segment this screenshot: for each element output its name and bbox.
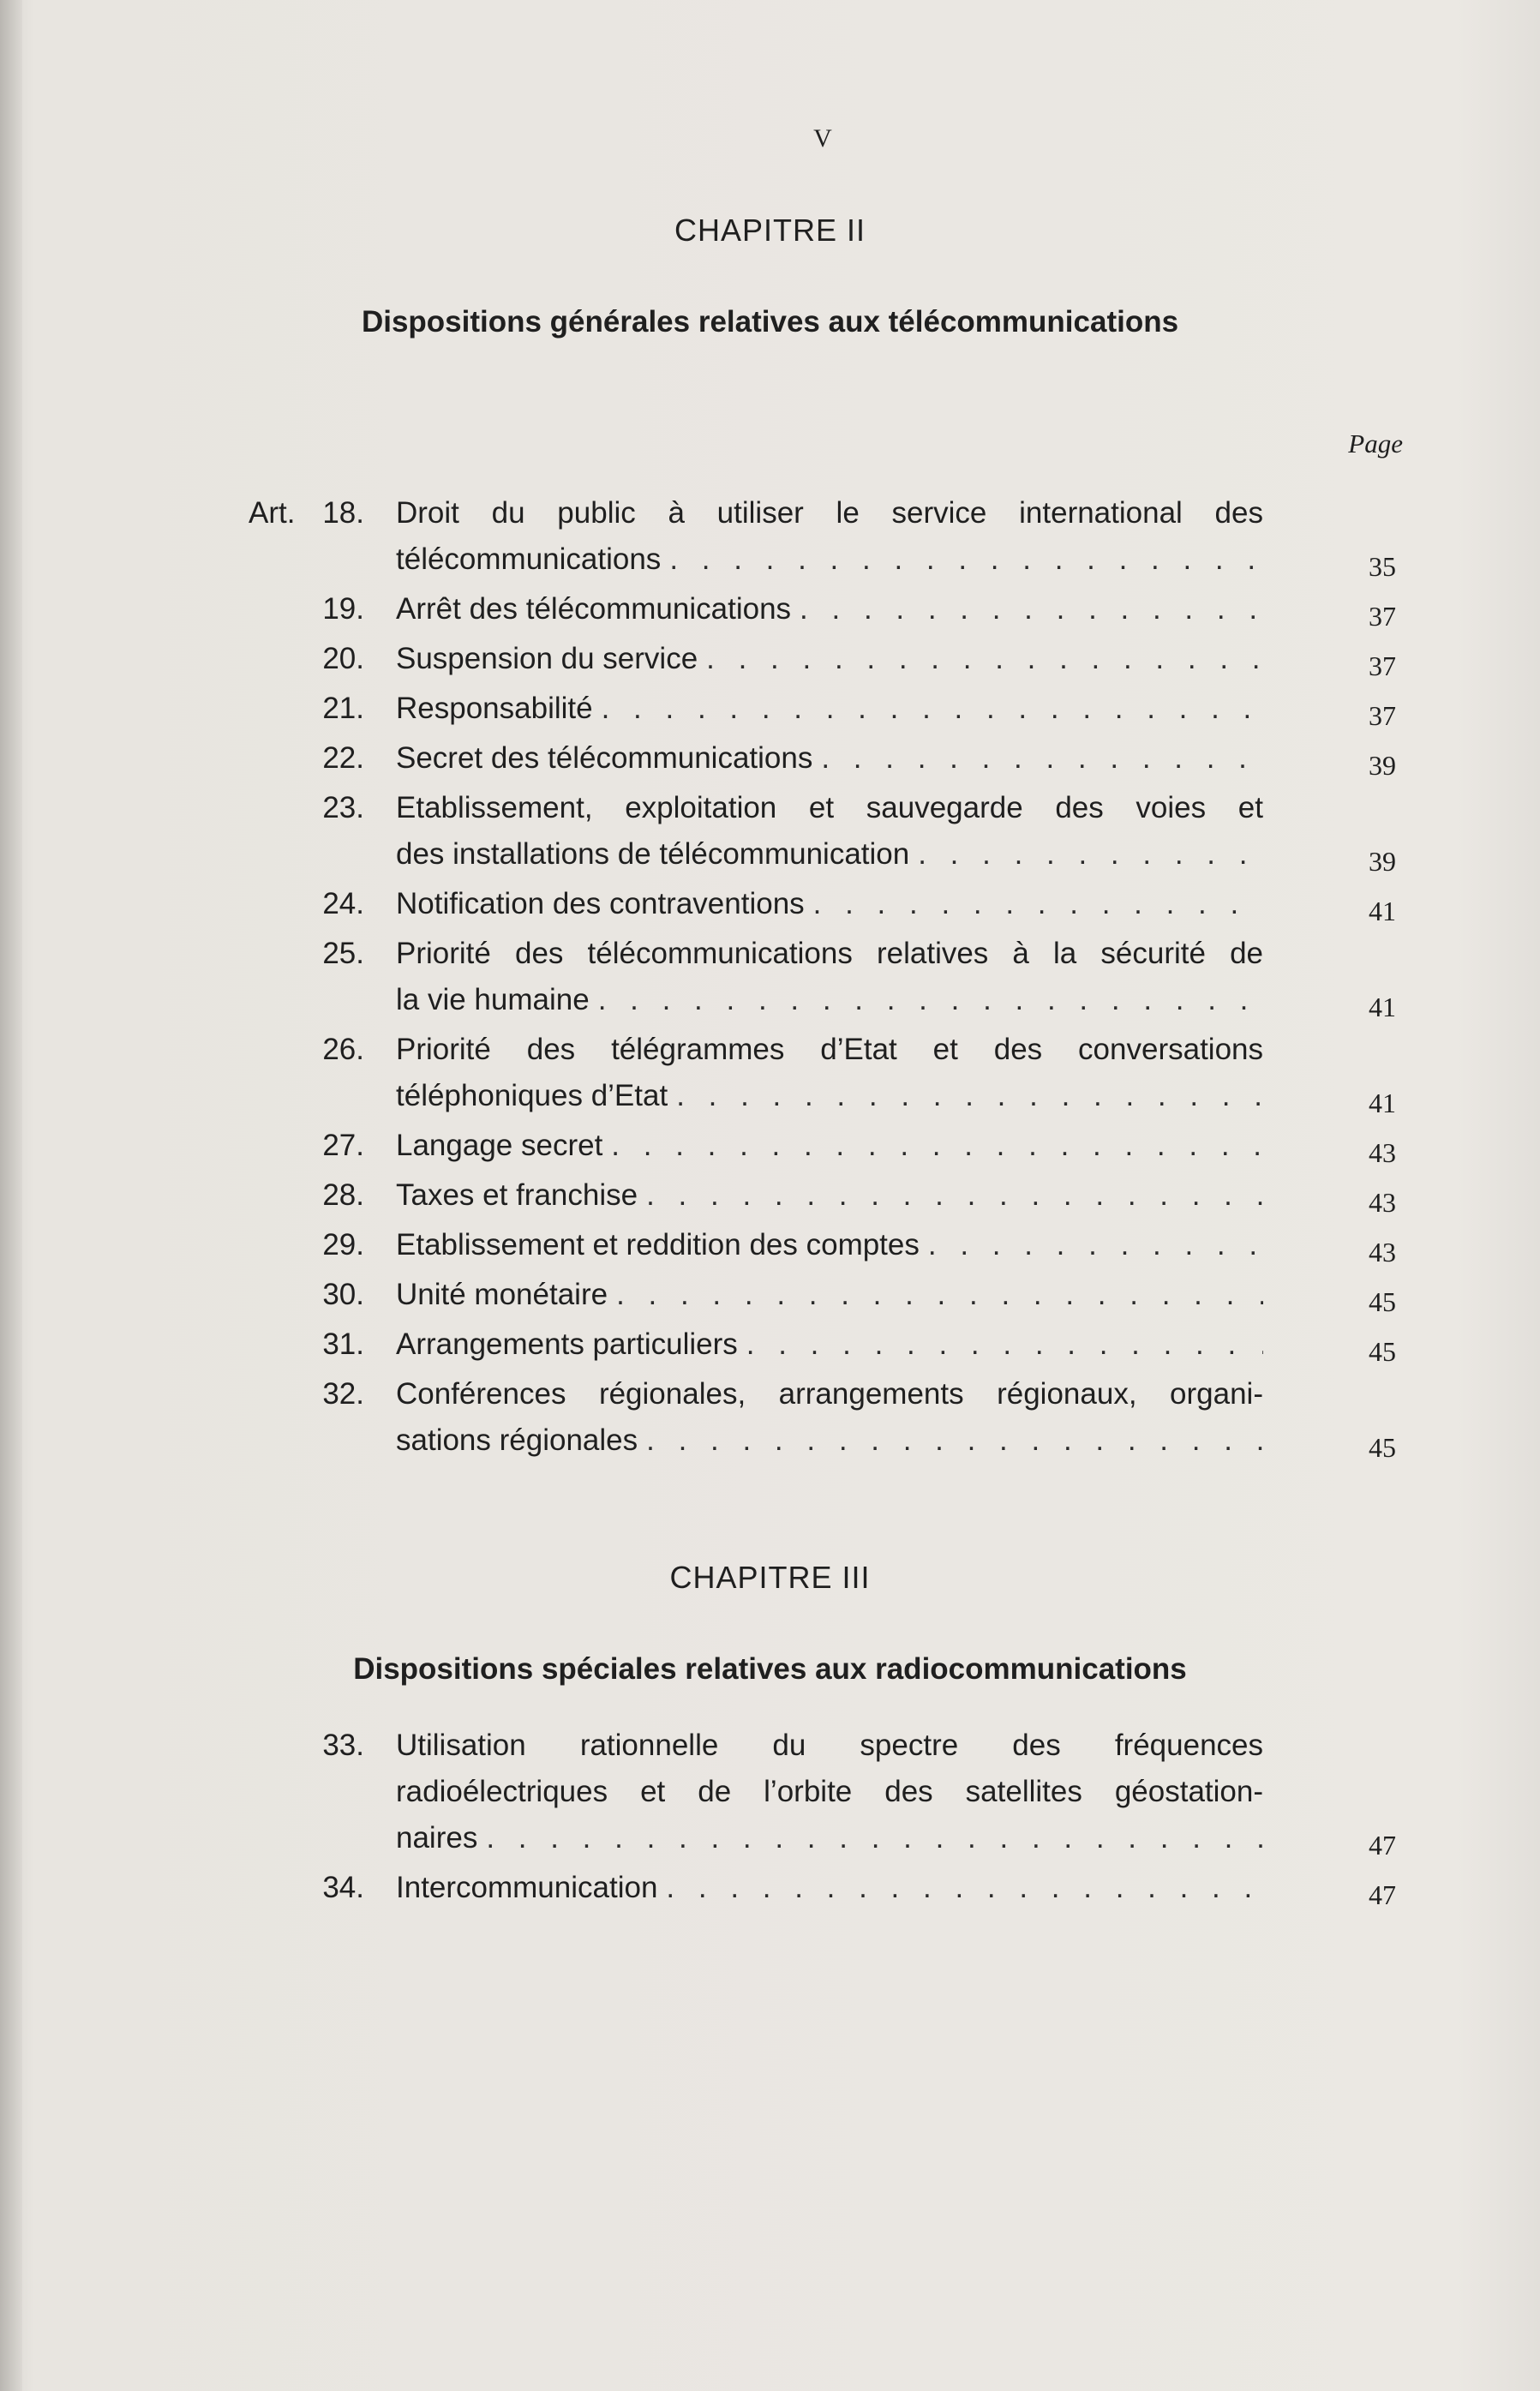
entry-title-text: la vie humaine — [396, 983, 590, 1016]
article-number: 20. — [322, 642, 364, 675]
toc-entry — [0, 490, 1540, 583]
toc-entry — [0, 1222, 1540, 1268]
entry-title-text: téléphoniques d’Etat — [396, 1079, 668, 1112]
toc-entry — [0, 881, 1540, 927]
page-number: 43 — [1369, 1237, 1396, 1267]
dot-leader — [666, 1865, 1263, 1911]
chapter-3-title: Dispositions spéciales relatives aux radiocommunications — [353, 1652, 1187, 1686]
toc-entry — [0, 1123, 1540, 1169]
entry-title-text: Langage secret — [396, 1129, 603, 1162]
article-number: 25. — [322, 937, 364, 970]
entry-title-text: Unité monétaire — [396, 1278, 608, 1311]
page-number: 37 — [1369, 700, 1396, 731]
dot-leader — [928, 1222, 1263, 1268]
entry-title-line: Droit du public à utiliser le service international des — [396, 496, 1263, 530]
toc-entry — [0, 1027, 1540, 1119]
entry-title-text: naires — [396, 1821, 478, 1855]
dot-leader — [746, 1321, 1263, 1368]
article-number: 28. — [322, 1178, 364, 1212]
article-number: 33. — [322, 1729, 364, 1762]
article-number: 22. — [322, 741, 364, 775]
article-number: 26. — [322, 1033, 364, 1066]
article-number: 27. — [322, 1129, 364, 1162]
article-number: 21. — [322, 692, 364, 725]
entry-title-last-line — [396, 1417, 1263, 1464]
chapter-2-heading: CHAPITRE II — [674, 213, 866, 248]
page-number: 45 — [1369, 1286, 1396, 1317]
dot-leader — [611, 1123, 1263, 1169]
toc-entry — [0, 1865, 1540, 1911]
toc-entry — [0, 735, 1540, 782]
entry-title-line: Priorité des télégrammes d’Etat et des conversations — [396, 1033, 1263, 1066]
article-number: 19. — [322, 592, 364, 626]
entry-title-last-line — [396, 1222, 1263, 1268]
toc-entry — [0, 586, 1540, 632]
toc-entry — [0, 1272, 1540, 1318]
entry-title-last-line — [396, 1073, 1263, 1119]
toc-entry — [0, 931, 1540, 1023]
entry-title-line: Conférences régionales, arrangements régionaux, organi- — [396, 1377, 1263, 1411]
page-number: 47 — [1369, 1830, 1396, 1861]
chapter-3-heading: CHAPITRE III — [669, 1560, 871, 1595]
entry-title-last-line — [396, 1815, 1263, 1861]
article-number: 32. — [322, 1377, 364, 1411]
toc-entry — [0, 1723, 1540, 1861]
article-number: 30. — [322, 1278, 364, 1311]
page-number: 39 — [1369, 750, 1396, 781]
dot-leader — [706, 636, 1263, 682]
page-number: 43 — [1369, 1137, 1396, 1168]
dot-leader — [813, 881, 1263, 927]
entry-title-last-line — [396, 1321, 1263, 1368]
entry-title-text: Suspension du service — [396, 642, 698, 675]
article-number: 34. — [322, 1871, 364, 1904]
entry-title-last-line — [396, 636, 1263, 682]
dot-leader — [602, 686, 1263, 732]
page-number: 37 — [1369, 601, 1396, 632]
page-number: 41 — [1369, 1088, 1396, 1118]
page-number: 45 — [1369, 1336, 1396, 1367]
entry-title-line: Utilisation rationnelle du spectre des fréquences — [396, 1729, 1263, 1762]
page-folio: V — [813, 124, 832, 153]
entry-title-text: Notification des contraventions — [396, 887, 805, 920]
article-prefix: Art. — [249, 496, 296, 530]
page-number: 47 — [1369, 1879, 1396, 1910]
entry-title-last-line — [396, 1865, 1263, 1911]
dot-leader — [676, 1073, 1263, 1119]
entry-title-last-line — [396, 586, 1263, 632]
page-column-label: Page — [1348, 428, 1403, 458]
dot-leader — [669, 536, 1263, 583]
article-number: 18. — [322, 496, 364, 530]
page-number: 37 — [1369, 650, 1396, 681]
dot-leader — [616, 1272, 1263, 1318]
article-number: 23. — [322, 791, 364, 824]
article-number: 24. — [322, 887, 364, 920]
toc-entry — [0, 1172, 1540, 1219]
chapter-2-title: Dispositions générales relatives aux télécommunications — [361, 305, 1179, 339]
dot-leader — [486, 1815, 1263, 1861]
article-number: 29. — [322, 1228, 364, 1261]
page-number: 35 — [1369, 551, 1396, 582]
entry-title-last-line — [396, 831, 1263, 878]
entry-title-text: Responsabilité — [396, 692, 593, 725]
toc-entry — [0, 785, 1540, 878]
entry-title-text: Taxes et franchise — [396, 1178, 638, 1212]
entry-title-last-line — [396, 735, 1263, 782]
entry-title-last-line — [396, 881, 1263, 927]
dot-leader — [598, 977, 1263, 1023]
toc-entry — [0, 1321, 1540, 1368]
entry-title-text: des installations de télécommunication — [396, 837, 910, 871]
entry-title-text: Arrangements particuliers — [396, 1327, 738, 1361]
page-number: 39 — [1369, 846, 1396, 877]
entry-title-last-line — [396, 536, 1263, 583]
article-number: 31. — [322, 1327, 364, 1361]
entry-title-last-line — [396, 686, 1263, 732]
entry-title-line: Etablissement, exploitation et sauvegarde des voies et — [396, 791, 1263, 824]
dot-leader — [918, 831, 1263, 878]
dot-leader — [646, 1172, 1263, 1219]
page-number: 41 — [1369, 896, 1396, 926]
entry-title-text: Intercommunication — [396, 1871, 658, 1904]
page-number: 43 — [1369, 1187, 1396, 1218]
entry-title-last-line — [396, 1123, 1263, 1169]
entry-title-text: télécommunications — [396, 542, 662, 576]
entry-title-text: sations régionales — [396, 1423, 638, 1457]
entry-title-text: Secret des télécommunications — [396, 741, 813, 775]
toc-entry — [0, 636, 1540, 682]
toc-entry — [0, 686, 1540, 732]
toc-entry — [0, 1371, 1540, 1464]
entry-title-line: Priorité des télécommunications relatives à la sécurité de — [396, 937, 1263, 970]
dot-leader — [800, 586, 1263, 632]
dot-leader — [646, 1417, 1263, 1464]
entry-title-last-line — [396, 977, 1263, 1023]
entry-title-last-line — [396, 1172, 1263, 1219]
page-number: 45 — [1369, 1432, 1396, 1463]
entry-title-line: radioélectriques et de l’orbite des satellites géostation- — [396, 1775, 1263, 1808]
dot-leader — [821, 735, 1263, 782]
entry-title-text: Etablissement et reddition des comptes — [396, 1228, 920, 1261]
entry-title-text: Arrêt des télécommunications — [396, 592, 792, 626]
page-number: 41 — [1369, 992, 1396, 1022]
entry-title-last-line — [396, 1272, 1263, 1318]
